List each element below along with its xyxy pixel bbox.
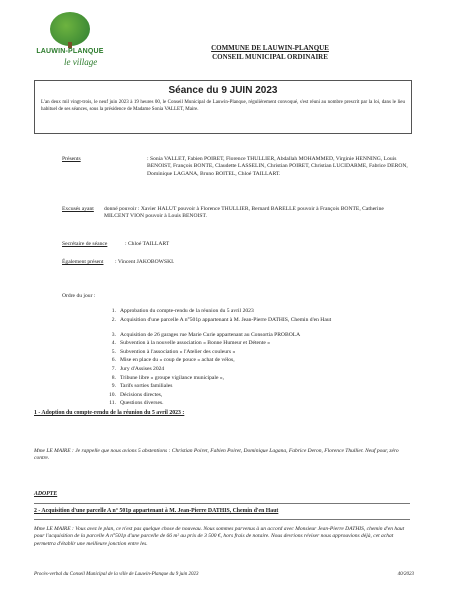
item-number: 11. <box>109 400 116 407</box>
item-text: Subvention à l'association « l'Atelier des couleurs » <box>120 348 236 355</box>
item-number: 8. <box>111 374 116 381</box>
commune-logo <box>24 12 116 70</box>
list-item <box>104 356 404 365</box>
item-text: Tarifs sorties familiales <box>120 383 173 390</box>
item-text: Acquisition de 26 garages rue Marie Curie appartenant au Consortia PROBOLA <box>120 331 301 338</box>
item-text: Jury d'Assises 2024 <box>120 365 165 372</box>
list-item <box>104 331 404 340</box>
item-number: 5. <box>111 348 116 355</box>
item-text: Subvention à la nouvelle association « Bonne Humeur et Détente » <box>120 340 271 347</box>
item-number: 1. <box>111 308 116 314</box>
item-number: 4. <box>111 340 116 347</box>
item-number: 2. <box>111 316 116 323</box>
list-item <box>104 339 404 348</box>
footer-caption: Procès-verbal du Conseil Municipal de la ville de Lauwin-Planque du 9 juin 2023 <box>34 572 199 577</box>
item-number: 9. <box>111 383 116 390</box>
page-number: 40/2023 <box>397 572 414 577</box>
item-text: Approbation du compte-rendu de la réunion du 5 avril 2023 <box>120 308 254 314</box>
list-item <box>104 391 404 400</box>
secretaire-text: : Chloé TAILLART <box>125 241 170 247</box>
seance-intro: L'an deux mil vingt-trois, le neuf juin 2023 à 19 heures 00, le Conseil Municipal de Lauwin-Planque, régulièrement convoqué, s'est réuni au nombre prescrit par la loi, dans le lieu habituel de ses séances, sous la présidence de Madame Sonia VALLET, Maire. <box>41 100 405 112</box>
list-item <box>104 374 404 383</box>
commune-title: COMMUNE DE LAUWIN-PLANQUE <box>211 44 329 52</box>
adopte-label: ADOPTE <box>34 491 58 497</box>
excuses-text: donné pouvoir : Xavier HALUT pouvoir à Florence THULLIER, Bernard BARELLE pouvoir à François BONTE, Catherine MILCENT VION pouvoir à Louis BENOIST. <box>104 206 384 220</box>
item-text: Questions diverses. <box>120 400 164 407</box>
item-text: Mise en place du « coup de pouce » achat de vélos, <box>120 357 235 364</box>
section-1-title <box>34 410 184 416</box>
excuses-label: Excusés ayant <box>62 206 94 212</box>
item-number: 7. <box>111 365 116 372</box>
item-text: Tribune libre « groupe vigilance municipale », <box>120 374 225 381</box>
list-item <box>104 348 404 357</box>
logo-name: LAUWIN-PLANQUE <box>36 48 104 55</box>
agenda-list <box>104 307 404 408</box>
item-text: Décisions directes, <box>120 391 163 398</box>
egalement-text: : Vincent JAKOBOWSKI. <box>115 259 175 265</box>
section-2-text: Mme LE MAIRE : Vous avez le plan, ce n'est pas quelque chose de nouveau. Nous sommes parvenus à un accord avec Monsieur Jean-Pierre DATHIS, chemin d'en haut pour l'acquisition de la parcelle A n°501p d'une parcelle de 66 m² au prix de 3 500 €, hors frais de notaire. Nous devrions réviser nous approuvions déjà, cet achat permettra d'établir une meilleure jonction entre les. <box>34 526 405 547</box>
page-footer <box>34 572 414 577</box>
list-item <box>104 382 404 391</box>
list-item <box>104 307 404 316</box>
ordre-label: Ordre du jour : <box>62 293 96 299</box>
section-2-title <box>34 508 278 514</box>
divider <box>34 503 410 504</box>
logo-tagline: le village <box>64 57 98 67</box>
council-title: CONSEIL MUNICIPAL ORDINAIRE <box>212 53 328 61</box>
presents-text: : Sonia VALLET, Fabien POIRET, Florence THULLIER, Abdallah MOHAMMED, Virginie HENNING, Louis BENOIST, François BONTE, Claudette LASSELIN, Christian POIRET, Christian LUCIDARME, Fabrice DERON, Dominique LAGANA, Bruno BOITEL, Chloé TAILLART. <box>147 156 408 177</box>
tree-logo-icon <box>50 12 90 46</box>
list-item <box>104 399 404 408</box>
egalement-label: Également présent <box>62 259 104 265</box>
item-number: 3. <box>111 331 116 338</box>
seance-title: Séance du 9 JUIN 2023 <box>168 85 278 96</box>
list-item <box>104 365 404 374</box>
section-1-text: Mme LE MAIRE : Je rappelle que nous avions 5 abstentions : Christian Poiret, Fabien Poiret, Dominique Lagana, Fabrice Deron, Florence Thullier. Neuf pour, zéro contre. <box>34 448 399 462</box>
divider <box>34 519 410 520</box>
section-2-title-text: 2 - Acquisition d'une parcelle A n° 501p appartenant à M. Jean-Pierre DATHIS, Chemin d'en Haut <box>34 508 279 514</box>
item-text: Acquisition d'une parcelle A n°501p appartenant à M. Jean-Pierre DATHIS, Chemin d'en Haut <box>120 316 332 323</box>
secretaire-label: Secrétaire de séance <box>62 241 108 247</box>
item-number: 6. <box>111 357 116 364</box>
seance-box <box>34 80 412 134</box>
item-number: 10. <box>109 391 116 398</box>
presents-label: Présents <box>62 156 81 162</box>
section-1-title-text: 1 - Adoption du compte-rendu de la réunion du 5 avril 2023 : <box>34 410 185 416</box>
list-item <box>104 316 404 331</box>
